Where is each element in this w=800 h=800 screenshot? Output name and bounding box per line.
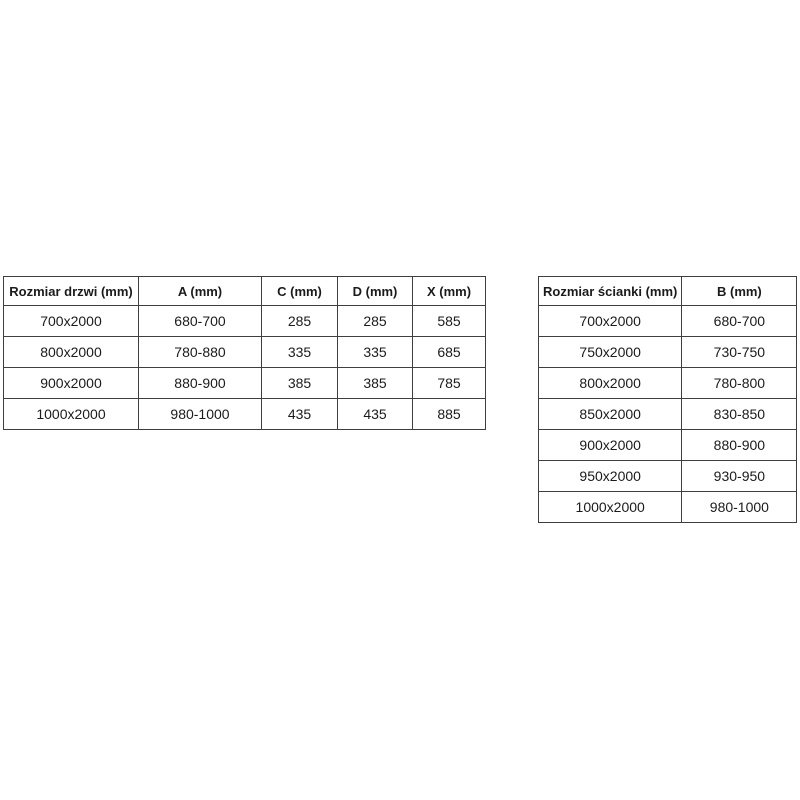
table-row bbox=[4, 399, 486, 430]
column-header-x-mm: X (mm) bbox=[413, 277, 486, 306]
table-row bbox=[539, 399, 797, 430]
table-cell: 700x2000 bbox=[4, 306, 139, 337]
table-cell: 785 bbox=[413, 368, 486, 399]
column-header-a-mm: A (mm) bbox=[139, 277, 262, 306]
table-row bbox=[539, 492, 797, 523]
table-cell: 335 bbox=[338, 337, 413, 368]
table-cell: 435 bbox=[262, 399, 338, 430]
table-row bbox=[4, 337, 486, 368]
table-cell: 780-880 bbox=[139, 337, 262, 368]
table-cell: 585 bbox=[413, 306, 486, 337]
table-cell: 385 bbox=[262, 368, 338, 399]
column-header-door-size: Rozmiar drzwi (mm) bbox=[4, 277, 139, 306]
table-cell: 980-1000 bbox=[682, 492, 797, 523]
table-cell: 1000x2000 bbox=[4, 399, 139, 430]
table-cell: 780-800 bbox=[682, 368, 797, 399]
table-row bbox=[539, 461, 797, 492]
table-cell: 335 bbox=[262, 337, 338, 368]
table-row bbox=[539, 430, 797, 461]
wall-table-header-row bbox=[539, 277, 797, 306]
door-sizes-table bbox=[3, 276, 486, 430]
table-cell: 900x2000 bbox=[4, 368, 139, 399]
table-cell: 385 bbox=[338, 368, 413, 399]
table-row bbox=[4, 306, 486, 337]
table-cell: 930-950 bbox=[682, 461, 797, 492]
column-header-wall-size: Rozmiar ścianki (mm) bbox=[539, 277, 682, 306]
table-row bbox=[4, 368, 486, 399]
table-cell: 885 bbox=[413, 399, 486, 430]
table-cell: 880-900 bbox=[682, 430, 797, 461]
table-cell: 750x2000 bbox=[539, 337, 682, 368]
table-cell: 285 bbox=[262, 306, 338, 337]
table-cell: 1000x2000 bbox=[539, 492, 682, 523]
table-cell: 680-700 bbox=[139, 306, 262, 337]
table-cell: 700x2000 bbox=[539, 306, 682, 337]
table-cell: 850x2000 bbox=[539, 399, 682, 430]
table-row bbox=[539, 368, 797, 399]
column-header-b-mm: B (mm) bbox=[682, 277, 797, 306]
table-cell: 680-700 bbox=[682, 306, 797, 337]
table-cell: 900x2000 bbox=[539, 430, 682, 461]
column-header-d-mm: D (mm) bbox=[338, 277, 413, 306]
table-cell: 800x2000 bbox=[4, 337, 139, 368]
table-cell: 880-900 bbox=[139, 368, 262, 399]
door-table-header-row bbox=[4, 277, 486, 306]
table-cell: 830-850 bbox=[682, 399, 797, 430]
table-cell: 980-1000 bbox=[139, 399, 262, 430]
table-row bbox=[539, 306, 797, 337]
table-cell: 800x2000 bbox=[539, 368, 682, 399]
table-cell: 285 bbox=[338, 306, 413, 337]
table-cell: 435 bbox=[338, 399, 413, 430]
column-header-c-mm: C (mm) bbox=[262, 277, 338, 306]
table-cell: 730-750 bbox=[682, 337, 797, 368]
table-cell: 685 bbox=[413, 337, 486, 368]
wall-sizes-table bbox=[538, 276, 797, 523]
table-row bbox=[539, 337, 797, 368]
table-cell: 950x2000 bbox=[539, 461, 682, 492]
